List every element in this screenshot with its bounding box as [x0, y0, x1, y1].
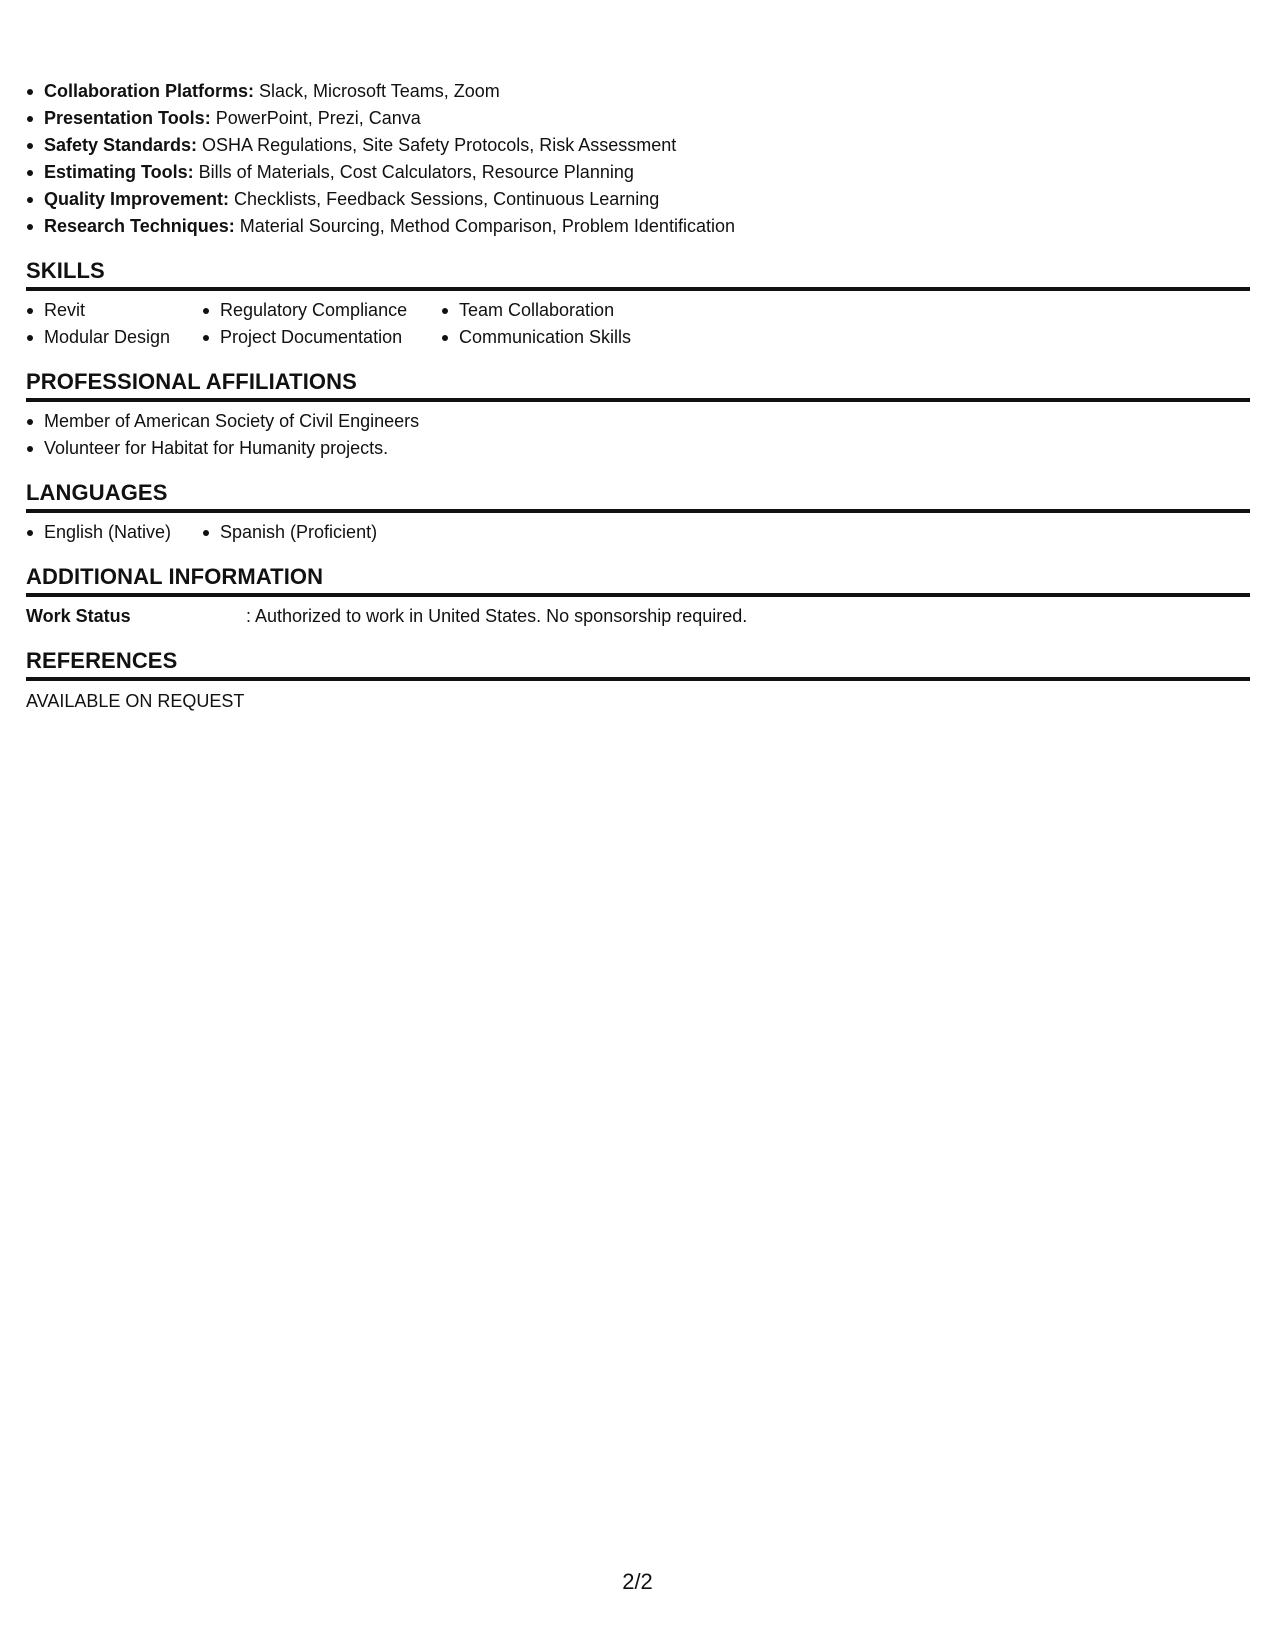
tool-value: Slack, Microsoft Teams, Zoom — [254, 81, 500, 101]
languages-list — [26, 519, 1250, 546]
references-heading: REFERENCES — [26, 647, 1250, 681]
tool-label: Quality Improvement: — [44, 189, 230, 209]
references-section — [26, 647, 1250, 715]
tool-value: Bills of Materials, Cost Calculators, Resource Planning — [193, 162, 634, 182]
tool-label: Presentation Tools: — [44, 108, 211, 128]
skills-heading: SKILLS — [26, 257, 1250, 291]
skill-item: Project Documentation — [202, 324, 441, 351]
references-text: AVAILABLE ON REQUEST — [26, 691, 245, 711]
affiliations-list — [26, 408, 1250, 462]
tools-list-item — [26, 159, 1250, 186]
skill-item: Modular Design — [26, 324, 202, 351]
language-item: English (Native) — [26, 519, 202, 546]
page-number: 2/2 — [622, 1569, 653, 1594]
skills-section — [26, 257, 1250, 351]
languages-heading: LANGUAGES — [26, 479, 1250, 513]
tools-list — [26, 78, 1250, 240]
tool-label: Research Techniques: — [44, 216, 235, 236]
tools-list-item — [26, 186, 1250, 213]
skill-item: Communication Skills — [441, 324, 641, 351]
language-item: Spanish (Proficient) — [202, 519, 422, 546]
tool-label: Safety Standards: — [44, 135, 198, 155]
tool-value: PowerPoint, Prezi, Canva — [210, 108, 421, 128]
affiliations-heading: PROFESSIONAL AFFILIATIONS — [26, 368, 1250, 402]
tools-list-item — [26, 78, 1250, 105]
languages-section — [26, 479, 1250, 546]
resume-page — [26, 78, 1250, 715]
work-status-value: : Authorized to work in United States. No sponsorship required. — [246, 606, 748, 626]
skill-item: Team Collaboration — [441, 297, 641, 324]
work-status-label: Work Status — [26, 606, 131, 626]
work-status-row — [26, 603, 1250, 630]
affiliation-item: Member of American Society of Civil Engineers — [26, 408, 1250, 435]
tool-label: Collaboration Platforms: — [44, 81, 255, 101]
skill-item: Revit — [26, 297, 202, 324]
affiliation-item: Volunteer for Habitat for Humanity projects. — [26, 435, 1250, 462]
tool-label: Estimating Tools: — [44, 162, 194, 182]
affiliations-section — [26, 368, 1250, 462]
tool-value: OSHA Regulations, Site Safety Protocols, Risk Assessment — [197, 135, 677, 155]
tool-value: Checklists, Feedback Sessions, Continuous Learning — [229, 189, 660, 209]
additional-information-section — [26, 563, 1250, 630]
skills-list — [26, 297, 1250, 351]
additional-information-heading: ADDITIONAL INFORMATION — [26, 563, 1250, 597]
tools-list-item — [26, 132, 1250, 159]
tools-list-item — [26, 213, 1250, 240]
tool-value: Material Sourcing, Method Comparison, Problem Identification — [234, 216, 735, 236]
tools-list-item — [26, 105, 1250, 132]
skill-item: Regulatory Compliance — [202, 297, 441, 324]
